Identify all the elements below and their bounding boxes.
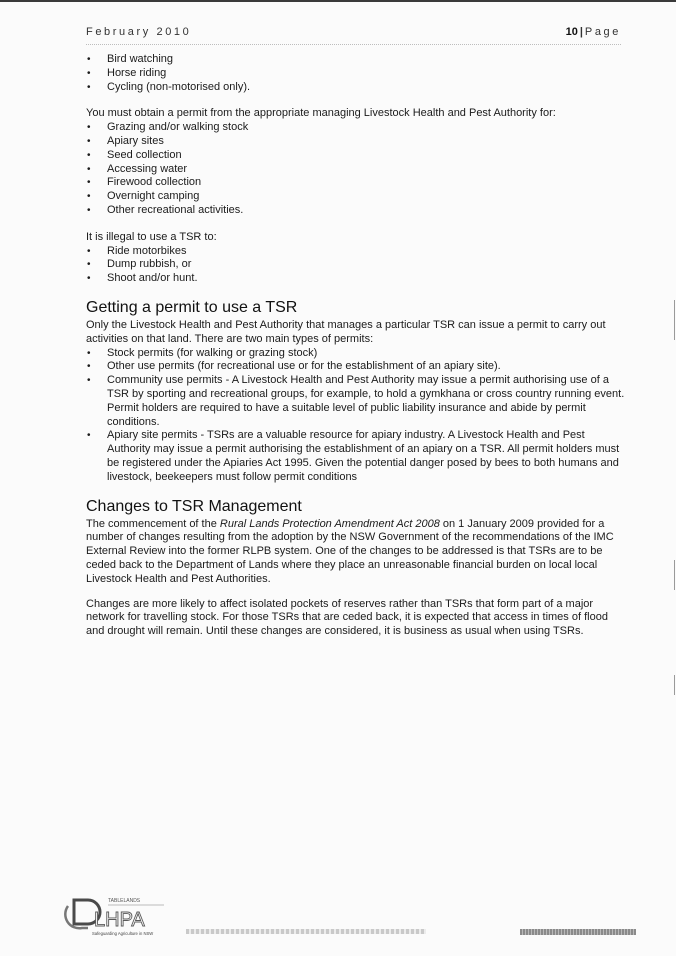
activities-list	[86, 53, 626, 94]
permit-types-list	[86, 347, 626, 485]
changes-paragraph-2: Changes are more likely to affect isolated pockets of reserves rather than TSRs that form part of a major network for travelling stock. For those TSRs that are ceded back, it is expected that access in times of flood and drought will remain. Until these changes are considered, it is business as usual when using TSRs.	[86, 597, 608, 638]
list-item: • Apiary sites	[86, 135, 626, 149]
page-header	[86, 26, 621, 42]
scan-edge-mark	[674, 560, 675, 590]
list-item: • Dump rubbish, or	[86, 258, 626, 272]
footer-bar-left	[186, 929, 426, 934]
page-separator: |	[579, 26, 583, 38]
list-item: • Stock permits (for walking or grazing stock)	[86, 347, 626, 361]
list-item: • Other use permits (for recreational use or for the establishment of an apiary site).	[86, 360, 626, 374]
list-item: • Other recreational activities.	[86, 204, 626, 218]
permit-required-list	[86, 121, 626, 218]
logo-tagline: Safeguarding Agriculture in NSW	[92, 931, 154, 936]
footer-bar-right	[520, 929, 636, 935]
permit-section-intro: Only the Livestock Health and Pest Authority that manages a particular TSR can issue a permit to carry out activities on that land. There are two main types of permits:	[86, 318, 606, 345]
changes-paragraph-1: The commencement of the Rural Lands Protection Amendment Act 2008 on 1 January 2009 provided for a number of changes resulting from the adoption by the NSW Government of the recommendations of the IMC External Review into the former RLPB system. One of the changes to be addressed is that TSRs are to be ceded back to the Department of Lands where they place an unreasonable financial burden on local local Livestock Health and Pest Authorities.	[86, 517, 614, 585]
list-item: • Apiary site permits - TSRs are a valuable resource for apiary industry. A Livestock Health and Pest Authority may issue a permit authorising the establishment of an apiary on a TSR. All permit holders must be registered under the Apiaries Act 1995. Given the potential danger posed by bees to both humans and livestock, beekeepers must follow permit conditions	[86, 429, 626, 484]
document-body	[86, 53, 626, 639]
header-divider	[86, 44, 621, 45]
list-item: • Community use permits - A Livestock Health and Pest Authority may issue a permit authorising use of a TSR by sporting and recreational groups, for example, to hold a gymkhana or cross country running event. Permit holders are required to have a suitable level of public liability insurance and abide by permit conditions.	[86, 374, 626, 429]
logo-small-top: TABLELANDS	[108, 898, 141, 904]
section-heading-permit: Getting a permit to use a TSR	[86, 298, 298, 316]
logo-text: LHPA	[94, 909, 145, 931]
list-item: • Bird watching	[86, 53, 626, 67]
list-item: • Shoot and/or hunt.	[86, 272, 626, 286]
list-item: • Horse riding	[86, 67, 626, 81]
lhpa-logo	[64, 890, 174, 940]
scan-edge-mark	[674, 300, 675, 340]
illegal-intro: It is illegal to use a TSR to:	[86, 230, 217, 243]
list-item: • Ride motorbikes	[86, 245, 626, 259]
page-word: Page	[584, 26, 621, 38]
top-border	[0, 0, 676, 2]
permit-intro: You must obtain a permit from the appropriate managing Livestock Health and Pest Authority for:	[86, 107, 556, 120]
list-item: • Grazing and/or walking stock	[86, 121, 626, 135]
list-item: • Cycling (non-motorised only).	[86, 81, 626, 95]
list-item: • Accessing water	[86, 163, 626, 177]
act-title: Rural Lands Protection Amendment Act 2008	[219, 517, 440, 530]
list-item: • Firewood collection	[86, 176, 626, 190]
list-item: • Overnight camping	[86, 190, 626, 204]
scan-edge-mark	[674, 675, 675, 695]
page-number: 10	[565, 26, 578, 38]
header-page-label	[566, 26, 621, 38]
header-date: February 2010	[86, 26, 192, 38]
list-item: • Seed collection	[86, 149, 626, 163]
section-heading-changes: Changes to TSR Management	[86, 497, 302, 515]
illegal-list	[86, 245, 626, 286]
